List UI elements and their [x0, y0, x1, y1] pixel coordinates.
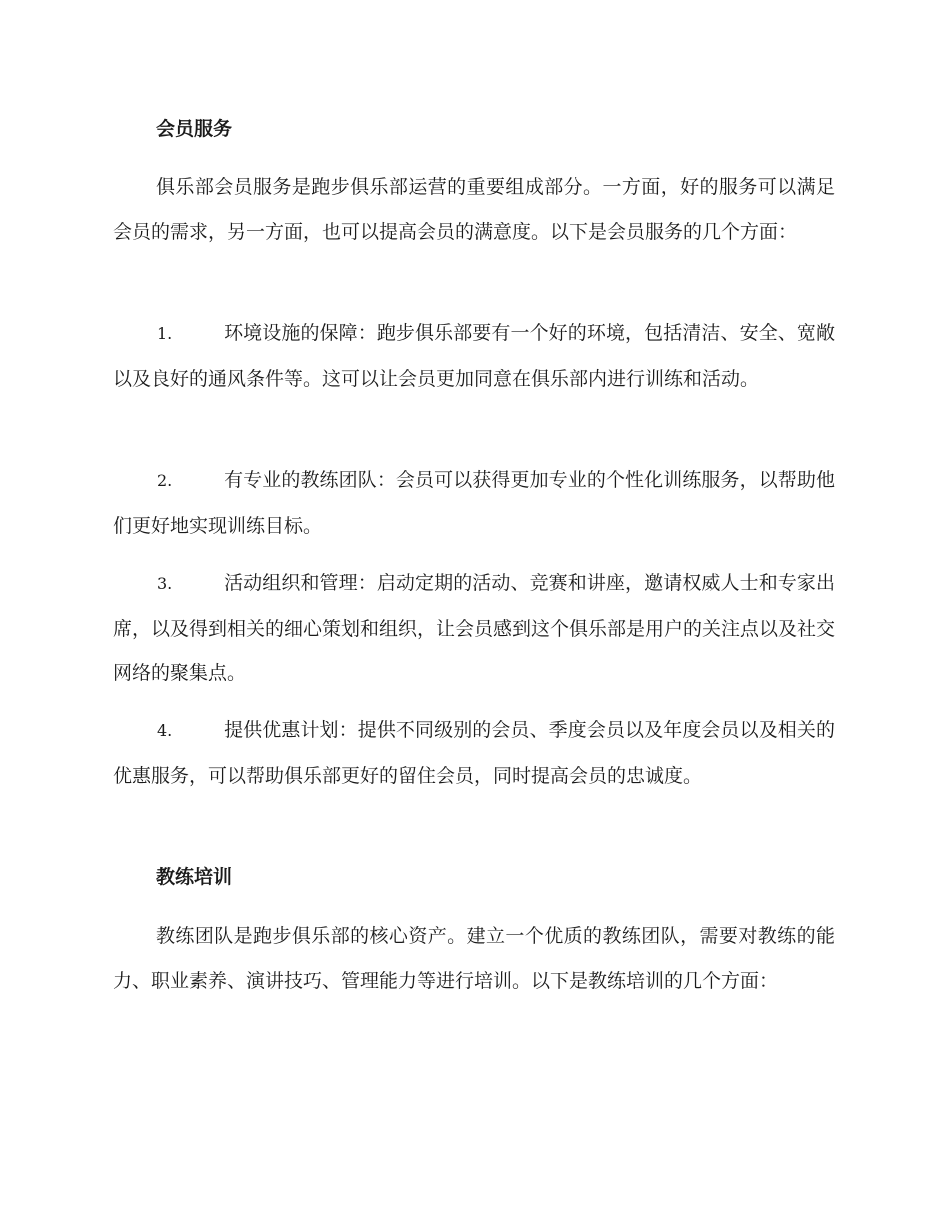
section-heading-member-service: 会员服务 — [156, 118, 233, 140]
list-item — [113, 458, 835, 548]
list-item-text: 有专业的教练团队：会员可以获得更加专业的个性化训练服务，以帮助他们更好地实现训练目标。 — [113, 469, 835, 537]
list-item-number: 2. — [157, 471, 173, 490]
section-heading-coach-training: 教练培训 — [156, 866, 233, 888]
list-item-number: 3. — [157, 574, 173, 593]
list-item-text: 环境设施的保障：跑步俱乐部要有一个好的环境，包括清洁、安全、宽敞以及良好的通风条件等。这可以让会员更加同意在俱乐部内进行训练和活动。 — [113, 322, 835, 390]
list-item-text: 活动组织和管理：启动定期的活动、竞赛和讲座，邀请权威人士和专家出席，以及得到相关的细心策划和组织，让会员感到这个俱乐部是用户的关注点以及社交网络的聚集点。 — [113, 572, 836, 684]
coach-training-intro: 教练团队是跑步俱乐部的核心资产。建立一个优质的教练团队，需要对教练的能力、职业素养、演讲技巧、管理能力等进行培训。以下是教练培训的几个方面： — [113, 925, 835, 992]
list-item — [113, 708, 835, 798]
list-item-text: 提供优惠计划：提供不同级别的会员、季度会员以及年度会员以及相关的优惠服务，可以帮助俱乐部更好的留住会员，同时提高会员的忠诚度。 — [113, 719, 835, 787]
member-service-intro: 俱乐部会员服务是跑步俱乐部运营的重要组成部分。一方面，好的服务可以满足会员的需求，另一方面，也可以提高会员的满意度。以下是会员服务的几个方面： — [113, 176, 835, 243]
list-item-number: 1. — [157, 324, 173, 343]
list-item — [113, 311, 835, 401]
list-item-number: 4. — [157, 721, 173, 740]
list-item — [113, 561, 835, 696]
